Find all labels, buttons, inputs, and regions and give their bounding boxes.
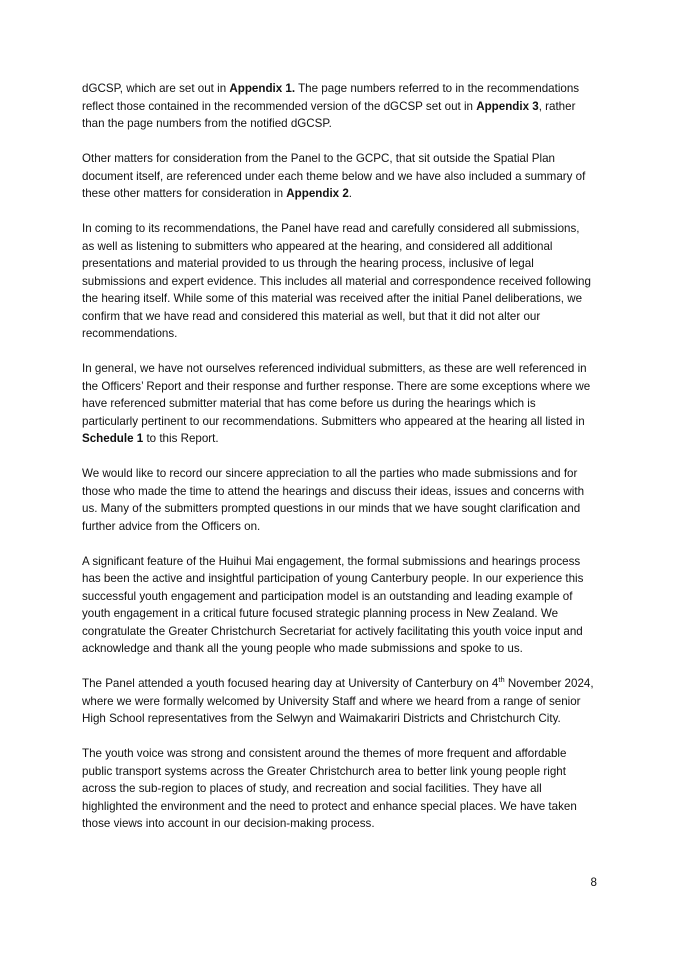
paragraph-youth-hearing: [82, 675, 594, 728]
run: November 2024, where we were formally welcomed by University Staff and where we heard from a range of senior High School representatives from the Selwyn and Waimakariri Districts and Christchurch City.: [82, 677, 594, 725]
run: The page numbers referred to in the recommendations reflect those contained in the recommended version of the dGCSP set out in: [82, 82, 580, 113]
paragraph-youth-engagement: [82, 553, 594, 658]
run: The youth voice was strong and consistent around the themes of more frequent and affordable public transport systems across the Greater Christchurch area to better link young people right across the sub-region to places of study, and recreation and social facilities. They have all highlighted the environment and the need to protect and enhance special places. We have taken those views into account in our decision-making process.: [82, 747, 577, 830]
run: A significant feature of the Huihui Mai engagement, the formal submissions and hearings process has been the active and insightful participation of young Canterbury people. In our experience this successful youth engagement and participation model is an outstanding and leading example of youth engagement in a critical future focused strategic planning process in New Zealand. We congratulate the Greater Christchurch Secretariat for actively facilitating this youth voice input and acknowledge and thank all the young people who made submissions and spoke to us.: [82, 554, 584, 655]
run: The Panel attended a youth focused hearing day at University of Canterbury on 4: [82, 677, 499, 690]
run: .: [348, 187, 353, 200]
paragraph-other-matters: [82, 150, 594, 203]
run: In coming to its recommendations, the Panel have read and carefully considered all submissions, as well as listening to submitters who appeared at the hearing, and considered all additional presentations and material provided to us through the hearing process, inclusive of legal submissions and expert evidence. This includes all material and correspondence received following the hearing itself. While some of this material was received after the initial Panel deliberations, we confirm that we have read and considered this material as well, but that it did not alter our recommendations.: [82, 222, 591, 340]
bold-run: Appendix 1.: [229, 82, 296, 95]
body-text: [82, 80, 594, 850]
bold-run: Appendix 2: [286, 187, 349, 200]
paragraph-recommendations: [82, 220, 594, 343]
paragraph-appendix-1: [82, 80, 594, 133]
run: dGCSP, which are set out in: [82, 82, 230, 95]
run: to this Report.: [143, 432, 219, 445]
page-number: 8: [590, 876, 597, 889]
run: In general, we have not ourselves referenced individual submitters, as these are well referenced in the Officers’ Report and their response and further response. There are some exceptions where we have referenced submitter material that has come before us during the hearings which is particularly pertinent to our recommendations. Submitters who appeared at the hearing all listed in: [82, 362, 591, 428]
run: We would like to record our sincere appreciation to all the parties who made submissions and for those who made the time to attend the hearings and discuss their ideas, issues and concerns with us. Many of the submitters prompted questions in our minds that we have sought clarification and further advice from the Officers on.: [82, 467, 585, 533]
superscript-run: th: [498, 675, 505, 685]
paragraph-youth-voice: [82, 745, 594, 833]
run: , rather than the page numbers from the notified dGCSP.: [82, 99, 576, 130]
paragraph-submitters: [82, 360, 594, 448]
paragraph-appreciation: [82, 465, 594, 535]
bold-run: Schedule 1: [82, 432, 144, 445]
run: Other matters for consideration from the Panel to the GCPC, that sit outside the Spatial Plan document itself, are referenced under each theme below and we have also included a summary of these other matters for consideration in: [82, 152, 586, 200]
bold-run: Appendix 3: [476, 99, 539, 113]
